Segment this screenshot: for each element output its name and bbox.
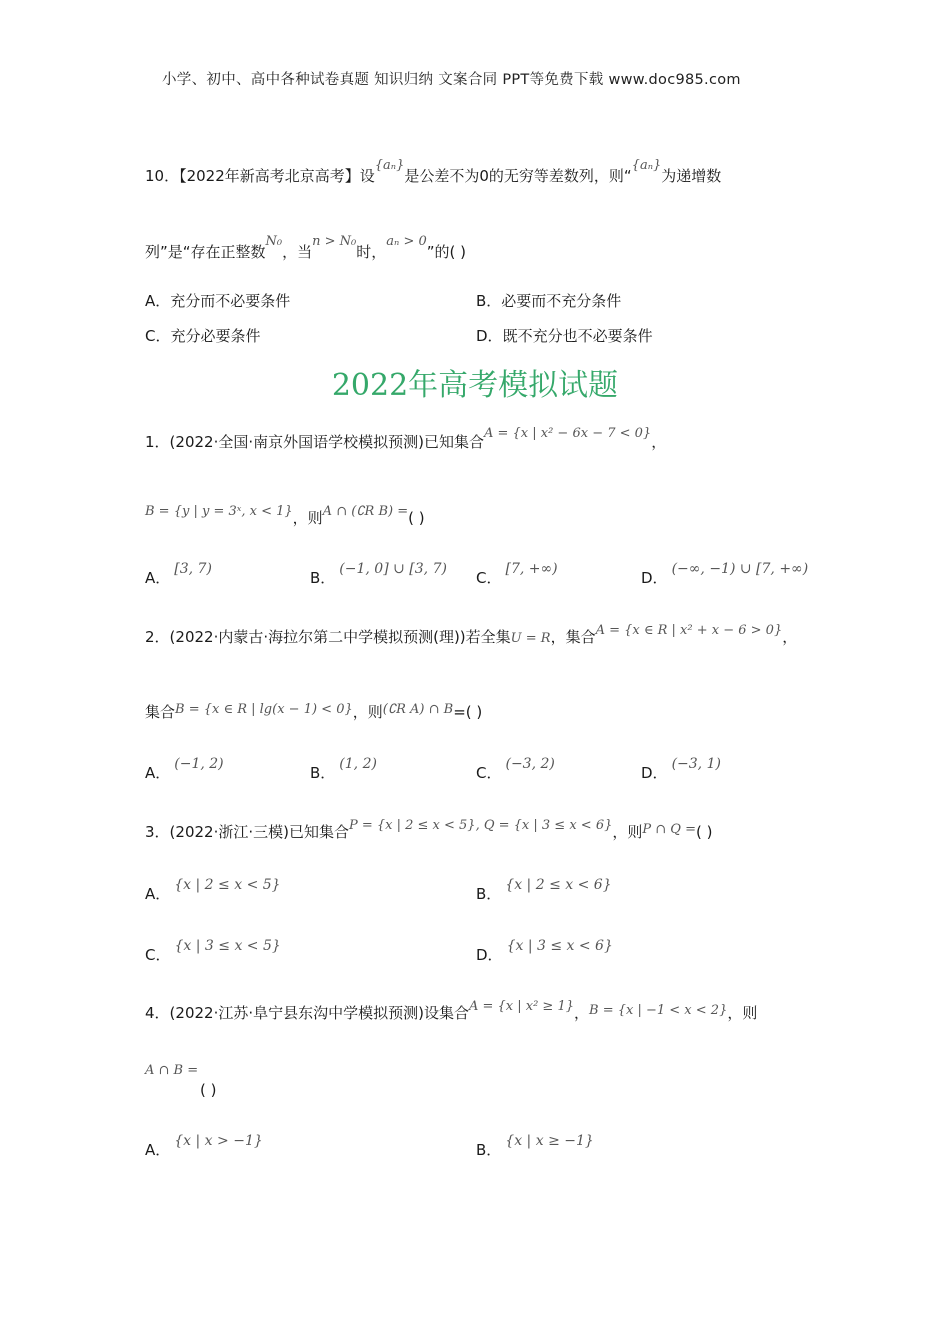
question-text: ”的( ) [426, 243, 466, 261]
question-text: 1．(2022·全国·南京外国语学校模拟预测)已知集合 [145, 433, 484, 451]
option-letter: B． [310, 764, 336, 782]
option-b[interactable] [476, 1133, 594, 1160]
option-letter: B． [476, 885, 502, 903]
question-4-line-1 [145, 999, 758, 1025]
option-b[interactable] [476, 877, 612, 904]
option-a[interactable] [145, 290, 290, 311]
math-formula: A ∩ B = [145, 1063, 199, 1078]
answer-blank: ( ) [200, 1081, 217, 1099]
option-a[interactable] [145, 756, 224, 783]
option-letter: D． [641, 569, 668, 587]
question-text: 时， [356, 243, 387, 261]
question-10-line-1 [145, 158, 722, 188]
option-letter: B． [476, 292, 502, 310]
option-a[interactable] [145, 561, 212, 588]
option-math: (−∞, −1) ∪ [7, +∞) [671, 561, 809, 577]
question-text: ，集合 [550, 628, 596, 646]
question-text: =( ) [453, 703, 483, 721]
option-letter: D． [476, 327, 503, 345]
question-2-line-1 [145, 623, 798, 649]
option-c[interactable] [145, 325, 261, 346]
question-text: 4．(2022·江苏·阜宁县东沟中学模拟预测)设集合 [145, 1004, 469, 1022]
option-b[interactable] [476, 290, 621, 311]
math-formula: aₙ > 0 [386, 234, 427, 249]
option-text: 充分必要条件 [170, 327, 261, 345]
option-letter: C． [476, 569, 502, 587]
option-letter: A． [145, 885, 171, 903]
option-c[interactable] [145, 938, 281, 965]
option-letter: C． [145, 946, 171, 964]
math-formula: N₀ [265, 234, 283, 249]
option-letter: A． [145, 569, 171, 587]
option-math: {x | 3 ≤ x < 5} [174, 938, 281, 954]
math-formula: U = R [510, 631, 551, 646]
option-d[interactable] [476, 325, 653, 346]
math-formula: B = {y | y = 3ˣ, x < 1} [145, 504, 293, 519]
option-math: [3, 7) [174, 561, 212, 577]
option-letter: A． [145, 292, 171, 310]
math-formula: A = {x ∈ R | x² + x − 6 > 0} [595, 623, 783, 638]
question-number: 10． [145, 167, 180, 185]
question-text: ( ) [408, 509, 425, 527]
math-formula: B = {x ∈ R | lg(x − 1) < 0} [175, 702, 353, 717]
question-text: ， [782, 628, 798, 646]
math-formula: A ∩ (∁R B) = [322, 504, 409, 519]
option-math: {x | 3 ≤ x < 6} [506, 938, 613, 954]
question-1-line-2 [145, 504, 425, 530]
option-letter: B． [310, 569, 336, 587]
option-letter: B． [476, 1141, 502, 1159]
option-math: {x | x ≥ −1} [505, 1133, 594, 1149]
option-letter: C． [145, 327, 171, 345]
page-header: 小学、初中、高中各种试卷真题 知识归纳 文案合同 PPT等免费下载 www.doc985.com [162, 72, 741, 88]
question-3-line-1 [145, 818, 713, 844]
option-d[interactable] [476, 938, 613, 965]
question-1-line-1 [145, 426, 667, 454]
option-b[interactable] [310, 561, 447, 588]
math-formula: P ∩ Q = [642, 822, 696, 837]
question-text: 3．(2022·浙江·三模)已知集合 [145, 823, 349, 841]
question-source: 【2022年新高考北京高考】设 [179, 167, 375, 185]
question-text: 是公差不为0的无穷等差数列，则“ [404, 167, 632, 185]
math-formula: A = {x | x² ≥ 1} [468, 999, 575, 1014]
option-a[interactable] [145, 1133, 263, 1160]
question-text: ，当 [282, 243, 313, 261]
option-math: (−1, 0] ∪ [3, 7) [339, 561, 447, 577]
question-text: 为递增数 [661, 167, 722, 185]
question-text: ， [574, 1004, 590, 1022]
option-letter: D． [476, 946, 503, 964]
option-letter: C． [476, 764, 502, 782]
option-d[interactable] [641, 756, 721, 783]
math-formula: A = {x | x² − 6x − 7 < 0} [483, 426, 652, 441]
question-text: ，则 [727, 1004, 758, 1022]
math-formula: n > N₀ [312, 234, 357, 249]
option-text: 必要而不充分条件 [501, 292, 622, 310]
math-formula: P = {x | 2 ≤ x < 5}, Q = {x | 3 ≤ x < 6} [348, 818, 613, 833]
option-letter: A． [145, 764, 171, 782]
option-letter: D． [641, 764, 668, 782]
option-letter: A． [145, 1141, 171, 1159]
option-b[interactable] [310, 756, 377, 783]
question-text: 列”是“存在正整数 [145, 243, 266, 261]
option-c[interactable] [476, 756, 555, 783]
math-formula: (∁R A) ∩ B [382, 702, 454, 717]
math-formula: {aₙ} [374, 158, 405, 173]
option-math: (−3, 1) [671, 756, 721, 772]
option-d[interactable] [641, 561, 809, 588]
question-10-line-2 [145, 234, 466, 264]
question-text: ，则 [352, 703, 383, 721]
question-text: 2．(2022·内蒙古·海拉尔第二中学模拟预测(理))若全集 [145, 628, 511, 646]
question-text: ， [651, 433, 667, 451]
option-c[interactable] [476, 561, 558, 588]
question-text: ，则 [612, 823, 643, 841]
section-title: 2022年高考模拟试题 [331, 368, 619, 403]
option-text: 充分而不必要条件 [170, 292, 291, 310]
option-math: {x | 2 ≤ x < 6} [505, 877, 612, 893]
question-2-line-2 [145, 702, 482, 724]
option-a[interactable] [145, 877, 281, 904]
option-math: (−1, 2) [174, 756, 224, 772]
option-math: {x | 2 ≤ x < 5} [174, 877, 281, 893]
option-math: [7, +∞) [505, 561, 558, 577]
option-math: (1, 2) [339, 756, 377, 772]
math-formula: B = {x | −1 < x < 2} [589, 1003, 728, 1018]
option-math: {x | x > −1} [174, 1133, 263, 1149]
option-text: 既不充分也不必要条件 [502, 327, 653, 345]
math-formula: {aₙ} [631, 158, 662, 173]
question-text: ，则 [292, 509, 323, 527]
question-text: ( ) [695, 823, 713, 841]
question-text: 集合 [145, 703, 176, 721]
option-math: (−3, 2) [505, 756, 555, 772]
